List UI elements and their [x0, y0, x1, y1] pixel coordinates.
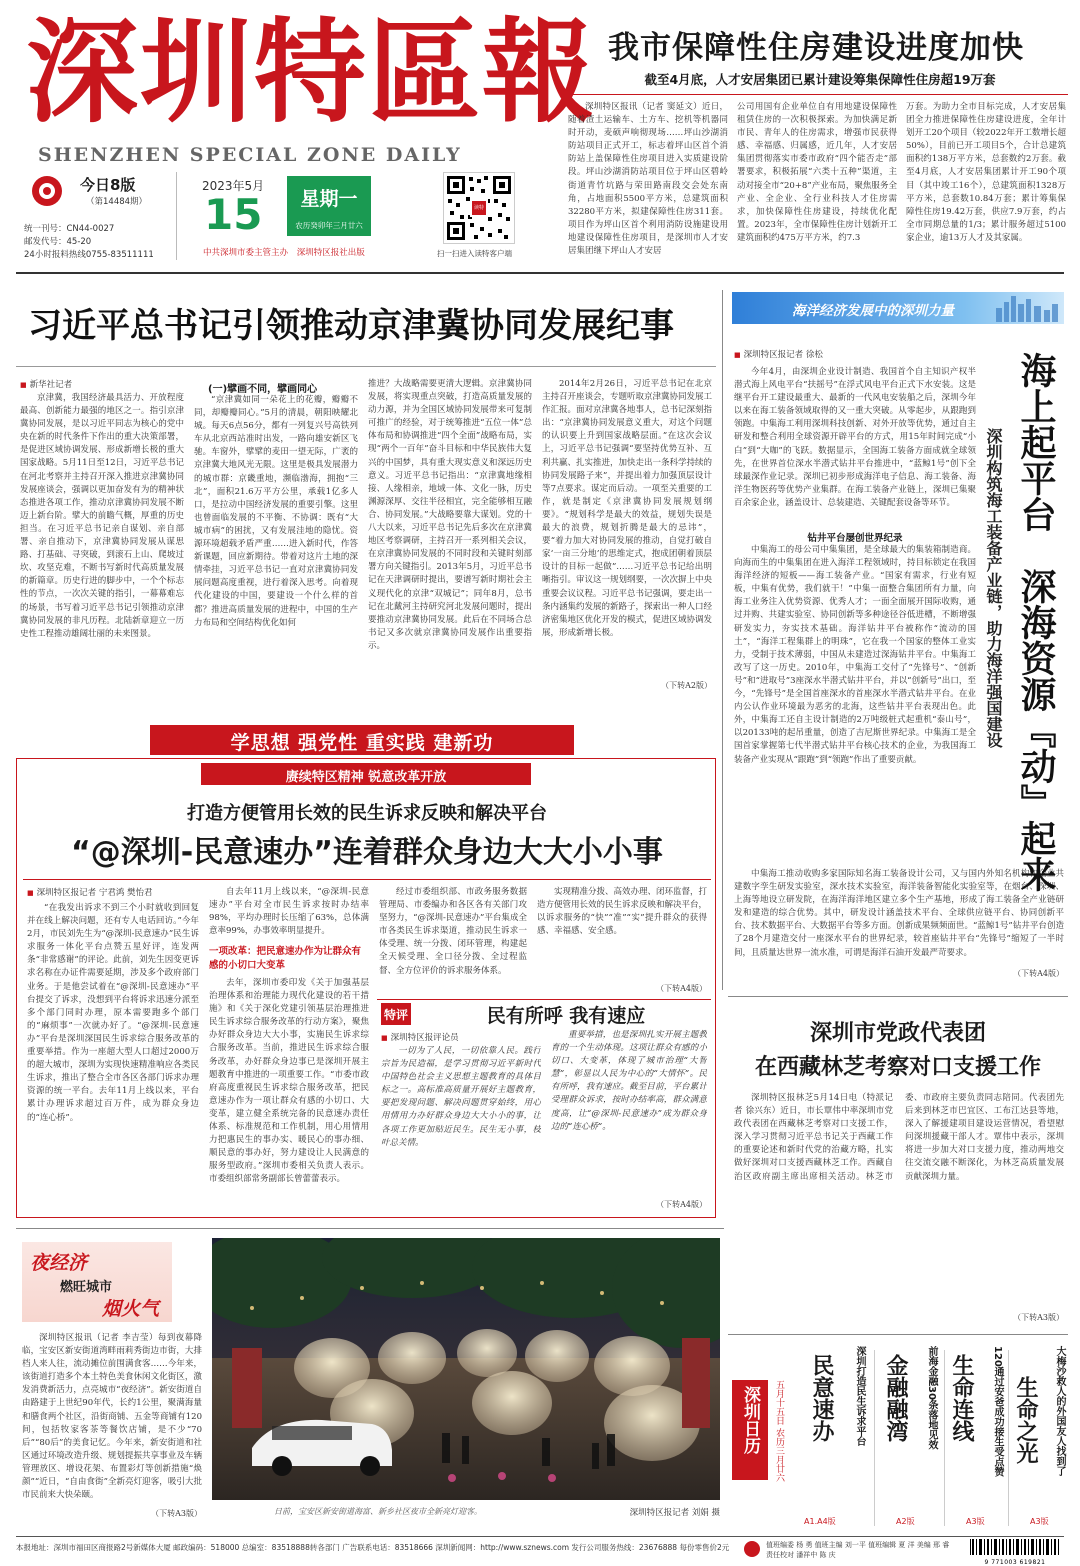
- issn: 统一刊号：CN44-0027: [24, 224, 115, 234]
- campaign-col1: “在我发出诉求不到三个小时就收到回复并在线上解决问题，还有专人电话回访。”今年2月，市民刘先生为“@深圳-民意速办”民生诉求服务一体化平台点赞五星好评，连发两条“非常感谢”的评论。此前，刘先生因变更诉求名称在办证件需要延期，涉及多个政府部门业务。于是他尝试着在“@深圳-民意速办”平台提交了诉求，没想到平台将诉求迅速分派至多个部门同时办理，原本需要跑多个部门的“麻烦事”一次就办好了。“@深圳-民意速办”平台是深圳深国民生诉求综合服务改革的重要举措。作为一座超大型人口超过2000万的超大城市，深圳为实现快速精准响应各类民生诉求，推出了整合全市各区各部门诉求办理资源的统一平台。去年11月上线以来，平台累计办理诉求超过百万件，成为群众身边的“连心桥”。: [27, 903, 199, 1123]
- ocean-jump[interactable]: （下转A4版）: [1013, 969, 1064, 978]
- index-date: 五月十五日 农历三月廿六: [774, 1380, 784, 1482]
- postal-code: 邮发代号：45-20: [24, 237, 92, 247]
- campaign-kicker: 打造方便管用长效的民生诉求反映和解决平台: [187, 803, 547, 824]
- ocean-body1: 今年4月，由深圳企业设计制造、我国首个自主知识产权半潜式海上风电平台“扶摇号”在浮式风电平台正式下水安装。这是继平台开工建设最重大、最新的一代风电安装船之后，深圳今年以来在海工装备领域取得的又一重大突破。从零起步，从跟跑到领跑。中集海工利用深圳科技创新、对外开放等优势，通过自主研发和整合利用全球资源开辟平台的方式，用15年时间完成“小白”到“大咖”的飞跃。数据显示，全国海工装备方面成就全球领先，在世界首位深水半潜式钻井平台推进中，“蓝鲸1号”创下全球最深作业记录。深圳已初步形成海洋电子信息、海工装备、海洋生物医药等优势产业集群。在海工装备产业链上，深圳已集聚百余家企业，涵盖设计、总装建造、关键配套设备等环节。: [734, 367, 976, 508]
- lunar-date: 农历癸卯年三月廿六: [295, 221, 363, 230]
- campaign-col3: 经过市委组织部、市政务服务数据管理局、市委编办和各区各有关部门攻坚努力，“@深圳-民意速办”平台集成全市各类民生诉求渠道，推动民生诉求一体受理、统一分拨、闭环管理，构建起全天候受理、全口径分拨、全过程监督、全方位评价的诉求服务体系。: [379, 887, 527, 976]
- index-item-big: 生命连线: [949, 1354, 974, 1442]
- commentary-tag-text: 特评: [383, 1008, 408, 1022]
- commentary-jump[interactable]: （下转A4版）: [656, 1200, 707, 1209]
- index-item-title: 深圳打造民生诉求平台: [854, 1346, 865, 1446]
- footer-info: 本报地址：深圳市福田区商报路2号新媒体大厦 邮政编码：518000 总编室：83518888转各部门 广告联系电话：83518666 深圳新闻网：http://www.sznews.com 发行公司服务热线：23676888 每份零售价2元: [16, 1543, 730, 1552]
- delegation-headline-2: 在西藏林芝考察对口支援工作: [754, 1055, 1041, 1080]
- night-photo-caption: 日前，宝安区新安街道海富、新乡社区夜市全新亮灯迎客。: [274, 1507, 482, 1516]
- index-item-big: 生命之光: [1013, 1376, 1038, 1464]
- barcode-icon: [968, 1539, 1062, 1555]
- ocean-story: [728, 278, 1068, 990]
- issue-number: （第14484期）: [86, 197, 148, 207]
- sponsor-primary: 中共深圳市委主管主办: [203, 248, 289, 258]
- campaign-jump[interactable]: （下转A4版）: [656, 984, 707, 993]
- weekday: 星期一: [300, 188, 358, 210]
- index-item-title: 前海金融30条落地见效: [926, 1346, 937, 1450]
- footer-editors: 值班编委 杨 勇 值班主编 刘一平 值班编辑 夏 洋 美编 邢 睿 责任校对 潘祥中 陈 庆: [766, 1541, 950, 1559]
- top-story-col1: 深圳特区报讯（记者 窦延文）近日，随着渣土运输车、土方车、挖机等机器同时开动，麦硕声响彻现场……坪山沙湖消防站项目正式开工，标志着坪山区首个消防站上盖保障性住房项目进入实质建设阶段。坪山沙湖消防站项目位于坪山区碧岭街道青竹坑路与荣田路南段交会处东南角，占地面积5500平方米，总建筑面积32280平方米，拟建保障性住房311套。项目作为坪山区首个利用消防设施建设用地建设保障性住房项目，是深圳市人才安居集团继下坪山人才安居: [568, 102, 728, 257]
- campaign-subtitle-text: 一项改革：把民意速办作为让群众有感的小切口大变革: [209, 946, 362, 971]
- ocean-headline-2: 深海资源『动』起来: [1015, 568, 1056, 892]
- top-story-headline: 我市保障性住房建设进度加快: [608, 30, 1024, 66]
- top-story: [560, 0, 1070, 270]
- index-item-page: A3版: [1030, 1517, 1049, 1526]
- night-jump[interactable]: （下转A3版）: [151, 1509, 202, 1518]
- index-item-big: 金融融湾: [883, 1354, 908, 1442]
- night-title-block: [22, 1242, 172, 1322]
- skyline-icon: [994, 294, 1062, 322]
- main-story: [16, 278, 716, 718]
- night-title-2: 燃旺城市: [60, 1280, 113, 1295]
- sponsor: [203, 246, 365, 258]
- delegation-jump[interactable]: （下转A3版）: [1013, 1313, 1064, 1322]
- qr-caption: 扫一扫进入读特客户端: [437, 249, 512, 258]
- campaign-subtitle: [209, 945, 369, 973]
- hotline: 24小时报料热线0755-83511111: [24, 250, 154, 260]
- main-story-byline: ■ 新华社记者: [20, 378, 72, 390]
- delegation-headline-1: 深圳市党政代表团: [809, 1021, 986, 1046]
- main-story-jump[interactable]: （下转A2版）: [661, 681, 712, 690]
- ocean-byline: ■ 深圳特区报记者 徐松: [734, 348, 823, 360]
- qr-code[interactable]: [443, 172, 515, 244]
- night-economy: [16, 1232, 726, 1532]
- main-story-col2: “京津冀如同一朵花上的花瓣，瓣瓣不同，却瓣瓣同心。”5月的清晨，朝阳映耀北城。每天6点56分，都有一列复兴号高铁列车从北京西站准时出发，一路向雄安新区飞驰。车窗外，擘擘的麦田一望无际，广袤的京津冀大地风光无限。这里是极具发展潜力的城市群：京畿重地，濒临渤海，拥抱“三北”，面积21.6万平方公里，承载1亿多人口，是拉动中国经济发展的重要引擎。这里也曾面临发展的不平衡、不协调：既有“大城市病”的困扰，又有发展洼地的隐忧。资源环境超载矛盾严重……进入新时代，作答新课题，回应新期待。带着对这片土地的深情牵挂，习近平总书记一直对京津冀协同发展问题高度重视，进行着深入思考。向着现代化建设的中国，要建设一个什么样的首都？推进高质量发展的进程中，中国的生产力布局和空间结构优化如何: [194, 395, 358, 628]
- day-number: 15: [204, 190, 263, 239]
- main-story-section: (一)擘画不同，擘画同心: [208, 384, 318, 395]
- masthead-subtitle: SHENZHEN SPECIAL ZONE DAILY: [38, 144, 462, 166]
- top-story-subhead: 截至4月底，人才安居集团已累计建设筹集保障性住房超19万套: [644, 72, 996, 87]
- commentary-tag: [381, 1003, 411, 1025]
- campaign-banner: [150, 725, 574, 755]
- year-month: 2023年5月: [202, 179, 265, 193]
- index-box: [728, 1340, 1068, 1534]
- index-title-block: [732, 1380, 768, 1480]
- campaign-banner-text: 学思想 强党性 重实践 建新功: [230, 732, 494, 754]
- night-title-3: 烟火气: [102, 1298, 160, 1320]
- top-story-col3: 万套。为助力全市目标完成，人才安居集团全力推进保障性住房建设进度，全年计划开工20个项目（较2022年开工数增长超50%），目前已开工项目5个，合计总建筑面积约138万平方米，总套数约2万套。截至4月底，人才安居集团累计开工90个项目（其中竣工16个），总建筑面积1328万平方米，总套数10.84万套；累计筹集保障性住房19.42万套，供应7.9万套，约占全市同期总量的1/3；累计服务超过5100家企业，逾13万人才及其家属。: [906, 102, 1066, 243]
- index-item-page: A2版: [896, 1517, 915, 1526]
- commentary-col2: 重要举措，也是深圳扎实开展主题教育的一个生动体现。这项让群众有感的小切口、大变革，体现了城市治理“大智慧”，彰显以人民为中心的“大情怀”。民有所呼，我有速应。截至目前，平台累计受理群众诉求，按时办结率高，群众满意度高，让“@深圳-民意速办”成为群众身边的“连心桥”。: [551, 1030, 707, 1132]
- ocean-body2: 中集海工的母公司中集集团，是全球最大的集装箱制造商。向海而生的中集集团在进入海洋工程领域时，持目标锁定在我国海洋经济的短板——海工装备产业。“国家有需求，行业有短板，中集有优势，我们就干！”中集一面整合集团所有力量，向海工业务注入优势资源、优秀人才；一面全面展开国际收购，通过并购、共建实验室、协同创新等多种途径谷低进槽，不断增强研发实力，夯实技术基础。海洋钻井平台被称作“流动的国土”，“海洋工程集群上的明珠”，它在我一个国家的整体工业实力，受制于技术薄弱，中国从未建造过深海钻井平台。中集海工改写了这一历史。2010年，中集海工交付了“先锋号”、“创新号”和“进取号”3座深水半潜式钻井平台，并以“创新号”出口，至今，“先锋号”是全国首座深水的首座深水半潜式钻井平台。在业内公认作业环境最为恶劣的北海，这些钻井平台表现出色。此外，中集海工还自主设计制造的2万吨级桩式起重机“泰山号”，以20133吨的起吊重量，创造了吉尼斯世界纪录。中集海工是全国首家掌握第七代半潜式钻井平台核心技术的企业，为我国海工装备产业实现从“跟跑”到“领跑”作出了重要贡献。: [734, 545, 976, 765]
- delegation-story: [728, 1000, 1068, 1330]
- index-item[interactable]: [1012, 1346, 1066, 1530]
- weekday-box: [287, 176, 371, 236]
- index-item[interactable]: [948, 1346, 1004, 1530]
- index-item-title: 120通过安爸成功接生受点赞: [992, 1346, 1003, 1477]
- top-story-col2: 公司用国有企业单位自有用地建设保障性租赁住房的一次积极探索。为加快满足新市民、青年人的住房需求，增强市民获得感、幸福感、归属感，近几年，人才安居集团贯彻落实市委市政府“四个能否走”部署要求，积极拓展“六类十五种”渠道，主动对接全市“20+8”产业布局，聚焦服务全产业、全企业、全行业科技人才住房需求，加快保障性住房建设，持续优化配置。2023年，全市保障性住房计划新开工建筑面积约475万平方米，约7.3: [737, 102, 897, 243]
- ocean-banner: [732, 292, 1064, 324]
- barcode: [968, 1539, 1062, 1566]
- night-market-photo: [212, 1238, 720, 1500]
- main-story-headline: 习近平总书记引领推动京津冀协同发展纪事: [28, 306, 674, 346]
- campaign-headline: “@深圳-民意速办”连着群众身边大大小小事: [71, 835, 663, 870]
- ocean-subhead: 深圳构筑海工装备产业链，助力海洋强国建设: [984, 428, 1003, 748]
- commentary-headline: 民有所呼 我有速应: [486, 1005, 646, 1027]
- qr-logo-text: 读特: [473, 205, 484, 211]
- masthead: [0, 0, 596, 270]
- index-item-big: 民意速办: [809, 1354, 834, 1442]
- night-body: 深圳特区报讯（记者 李吉莹）每到夜幕降临，宝安区新安街道湾畔雨莉秀街边市街，大排档人来人往，流动摊位前围满食客……今年来，该街道打造多个本土特色美食休闲文化街区，激发消费新活力，点亮城市“夜经济”。新安街道自由路建于上世纪90年代，长约1公里，聚满海量和膳食两个社区，沿街商铺、五金等商铺有120间，包括牧家客茶等餐饮店铺，是不少“70后”“80后”的美食记忆。今年来，新安街道和社区通过环境改造升级、规划提振共享事业及车辆管理放区、增设花架、布置彩灯等创新措施“焕颜”“近日，“自由食街”全新亮灯迎客，吸引大批市民前来大快朵颐。: [22, 1333, 202, 1501]
- night-photo-credit: 深圳特区报记者 刘娟 摄: [629, 1508, 720, 1518]
- ocean-subtitle: 钻井平台屡创世界纪录: [807, 533, 903, 544]
- sponsor-publisher: 深圳特区报社出版: [296, 248, 365, 258]
- campaign-byline: ■ 深圳特区报记者 宁君鸿 樊怡君: [27, 886, 153, 898]
- index-item-page: A3版: [966, 1517, 985, 1526]
- index-title: 深圳日历: [740, 1386, 760, 1454]
- index-item-page: A1.A4版: [804, 1517, 836, 1526]
- footer-logo: [744, 1541, 760, 1557]
- campaign-box: [16, 758, 716, 1218]
- commentary-byline: ■ 深圳特区报评论员: [381, 1031, 459, 1043]
- masthead-title: 深圳特區報: [26, 7, 596, 138]
- index-item[interactable]: [878, 1346, 940, 1530]
- main-story-col1: 京津冀，我国经济最具活力、开放程度最高、创新能力最强的地区之一。指引京津冀协同发展，是以习近平同志为核心的党中央在新的时代条件下作出的重大决策部署，是促进区域协调发展、形成新增长极的重大国家战略。5月11日至12日，习近平总书记在河北考察并主持召开深入推进京津冀协同发展座谈会，强调以更加奋发有为的精神状态推进各项工作，推动京津冀协同发展不断迈上新台阶。擘大的前瞻气概，厚重的历史担当。在习近平总书记亲自谋划、亲自部署、亲自推动下，京津冀协同发展从谋思路、打基础、寻突破，到滚石上山、爬坡过坎、攻坚克难，不断书写新时代高质量发展的新篇章。历史行进的脚步中，一个个标志性的节点，一次次关键的指引，一幕幕难忘的场景，书写着习近平总书记引领推动京津冀协同发展的非凡历程。北陆新章迎立一历史性工程推动雄阔壮丽的未来图景。: [20, 393, 184, 639]
- main-story-col3: 推进？大战略需要更清大逻辑。京津冀协同发展，将实现重点突破，打造高质量发展的动力源，并为全国区域协同发展带来可复制可推广的经验，对于统筹推进“五位一体”总体布局和协调推进“四个全面”战略布局，实现“两个一百年”奋斗目标和中华民族伟大复兴的中国梦，具有重大现实意义和深远历史意义。习近平总书记指出：“京津冀地缘相接、人缘相亲，地域一体、文化一脉，历史渊源深厚、交往半径相宜，完全能够相互融合、协同发展。”大战略要靠大谋划。党的十八大以来，习近平总书记先后多次在京津冀地区考察调研，主持召开一系列相关会议，在京津冀协同发展的不同时段和关键时刻部署方向关键指引。2013年5月，习近平总书记在天津调研时提出，要谱写新时期社会主义现代化的京津“双城记”；同年8月，总书记在北戴河主持研究河北发展问题时，提出要推动京津冀协同发展。此后在不同场合总书记又多次就京津冀协同发展作出重要指示。: [368, 379, 532, 651]
- campaign-col2: 自去年11月上线以来，“@深圳-民意速办”平台对全市民生诉求按时办结率98%，平均办理时长压缩了63%，总体满意率99%，办事效率明显提升。: [209, 887, 369, 937]
- commentary-col1: 一切为了人民，一切依靠人民。践行宗旨为民造福，是学习贯彻习近平新时代中国特色社会主义思想主题教育的具体目标之一。高标准高质量开展好主题教育，要把发现问题、解决问题贯穿始终，用心用情用力办好群众身边大大小小的事，让各项工作更加贴近民生。民生无小事，枝叶总关情。: [381, 1046, 541, 1148]
- main-story-col4: 2014年2月26日，习近平总书记在北京主持召开座谈会，专题听取京津冀协同发展工作汇报。面对京津冀各地事人，总书记深刻指出：“京津冀协同发展意义重大，对这个问题的认识要上升到国家战略层面。”在这次会议上，习近平总书记强调“要坚持优势互补、互利共赢、扎实推进，加快走出一条科学持续的协同发展路子来”，并提出着力加强顶层设计等7点要求。谋定而后动。一项至关重要的工作，就是制定《京津冀协同发展规划纲要》。“规划科学是最大的效益，规划失误是最大的浪费，规划折腾是最大的忌讳”，要“着力加大对协同发展的推动，自觉打破自家‘一亩三分地’的思维定式，抱成团朝着顶层设计的目标一起做”……习近平总书记给出明晰指引。审议这一规划纲要，一次次摒上中央重要会议议程。习近平总书记强调，要走出一条内涵集约发展的新路子，探索出一种人口经济密集地区优化开发的模式，促进区域协调发展，形成新增长极。: [542, 379, 712, 638]
- night-market-scene-icon: [212, 1238, 720, 1500]
- ocean-banner-text: 海洋经济发展中的深圳力量: [792, 303, 954, 319]
- night-title-1: 夜经济: [30, 1252, 88, 1274]
- campaign-subbanner-text: 赓续特区精神 锐意改革开放: [285, 770, 447, 785]
- barcode-number: 9 771003 619821: [984, 1559, 1046, 1566]
- campaign-col2b: 去年，深圳市委印发《关于加强基层治理体系和治理能力现代化建设的若干措施》和《关于深化党建引领基层治理推进民生诉求综合服务改革的行动方案》，聚焦办好群众身边大大小事，实施民生诉求综合服务改革。当前，推进民生诉求综合服务改革，办好群众身边事已是深圳开展主题教育中推进的一项重要工作。“市委市政府高度重视民生诉求综合服务改革，把民意速办作为一项让群众有感的小切口、大变革，建立健全系统完备的民意速办责任体系、标准规范和工作机制，用心用情用力把惠民生的事办实、暖民心的事办细、顺民意的事办好，努力建设让人民满意的服务型政府。”深圳市委相关负责人表示。市委组织部常务副部长曾蕾蕾表示。: [209, 978, 369, 1185]
- ocean-body3: 中集海工推动收购多家国际知名海工装备设计公司，又与国内外知名机构和企业共建数字孪生研发实验室，深水技术实验室，海洋装备智能化实验室等，在烟台、深圳、上海等地设立研发院，在海洋海洋地区建立多个生产基地，形成了海工装备全产业链研发和建造的综合优势。其中，研发设计涵盖技术平台、全球供应链平台、协同创新平台、技术数据平台、大数据平台等多方面。创新成果频频面世。“蓝鲸1号”钻井平台创造了28个月建造交付一座深水平台的世界纪录，较首座钻井平台“先锋号”缩短了一半时间，且质量达世界一流水准，可谓是海洋石油开发最严苛要求。: [734, 869, 1064, 958]
- ocean-headline-1: 海上起平台: [1015, 352, 1056, 532]
- delegation-body: 深圳特区报林芝5月14日电（特派记者 徐兴东）近日，市长覃伟中率深圳市党政代表团在西藏林芝考察对口支援工作，深入学习贯彻习近平总书记关于西藏工作的重要论述和新时代党的治藏方略，扎实做好深圳对口支援西藏林芝工作。西藏自治区政府副主席出席相关活动。林芝市委、市政府主要负责同志陪同。代表团先后来到林芝市巴宜区、工布江达县等地，深入了解援建项目建设运营情况，看望慰问深圳援藏干部人才。覃伟中表示，深圳将进一步加大对口支援力度，推动两地交往交流交融不断深化，为林芝高质量发展贡献深圳力量。: [734, 1093, 1064, 1182]
- index-item[interactable]: [804, 1346, 870, 1530]
- index-item-title: 大梅沙救人的外国友人找到了: [1054, 1346, 1065, 1476]
- edition-count: 今日8版: [80, 176, 136, 194]
- campaign-col4: 实现精准分拨、高效办理、闭环监督，打造方便管用长效的民生诉求反映和解决平台，以诉求服务的“快”“准”“实”提升群众的获得感、幸福感、安全感。: [537, 887, 707, 937]
- newspaper-logo: [32, 176, 62, 206]
- footer: [16, 1539, 1064, 1566]
- campaign-subbanner: [201, 763, 531, 785]
